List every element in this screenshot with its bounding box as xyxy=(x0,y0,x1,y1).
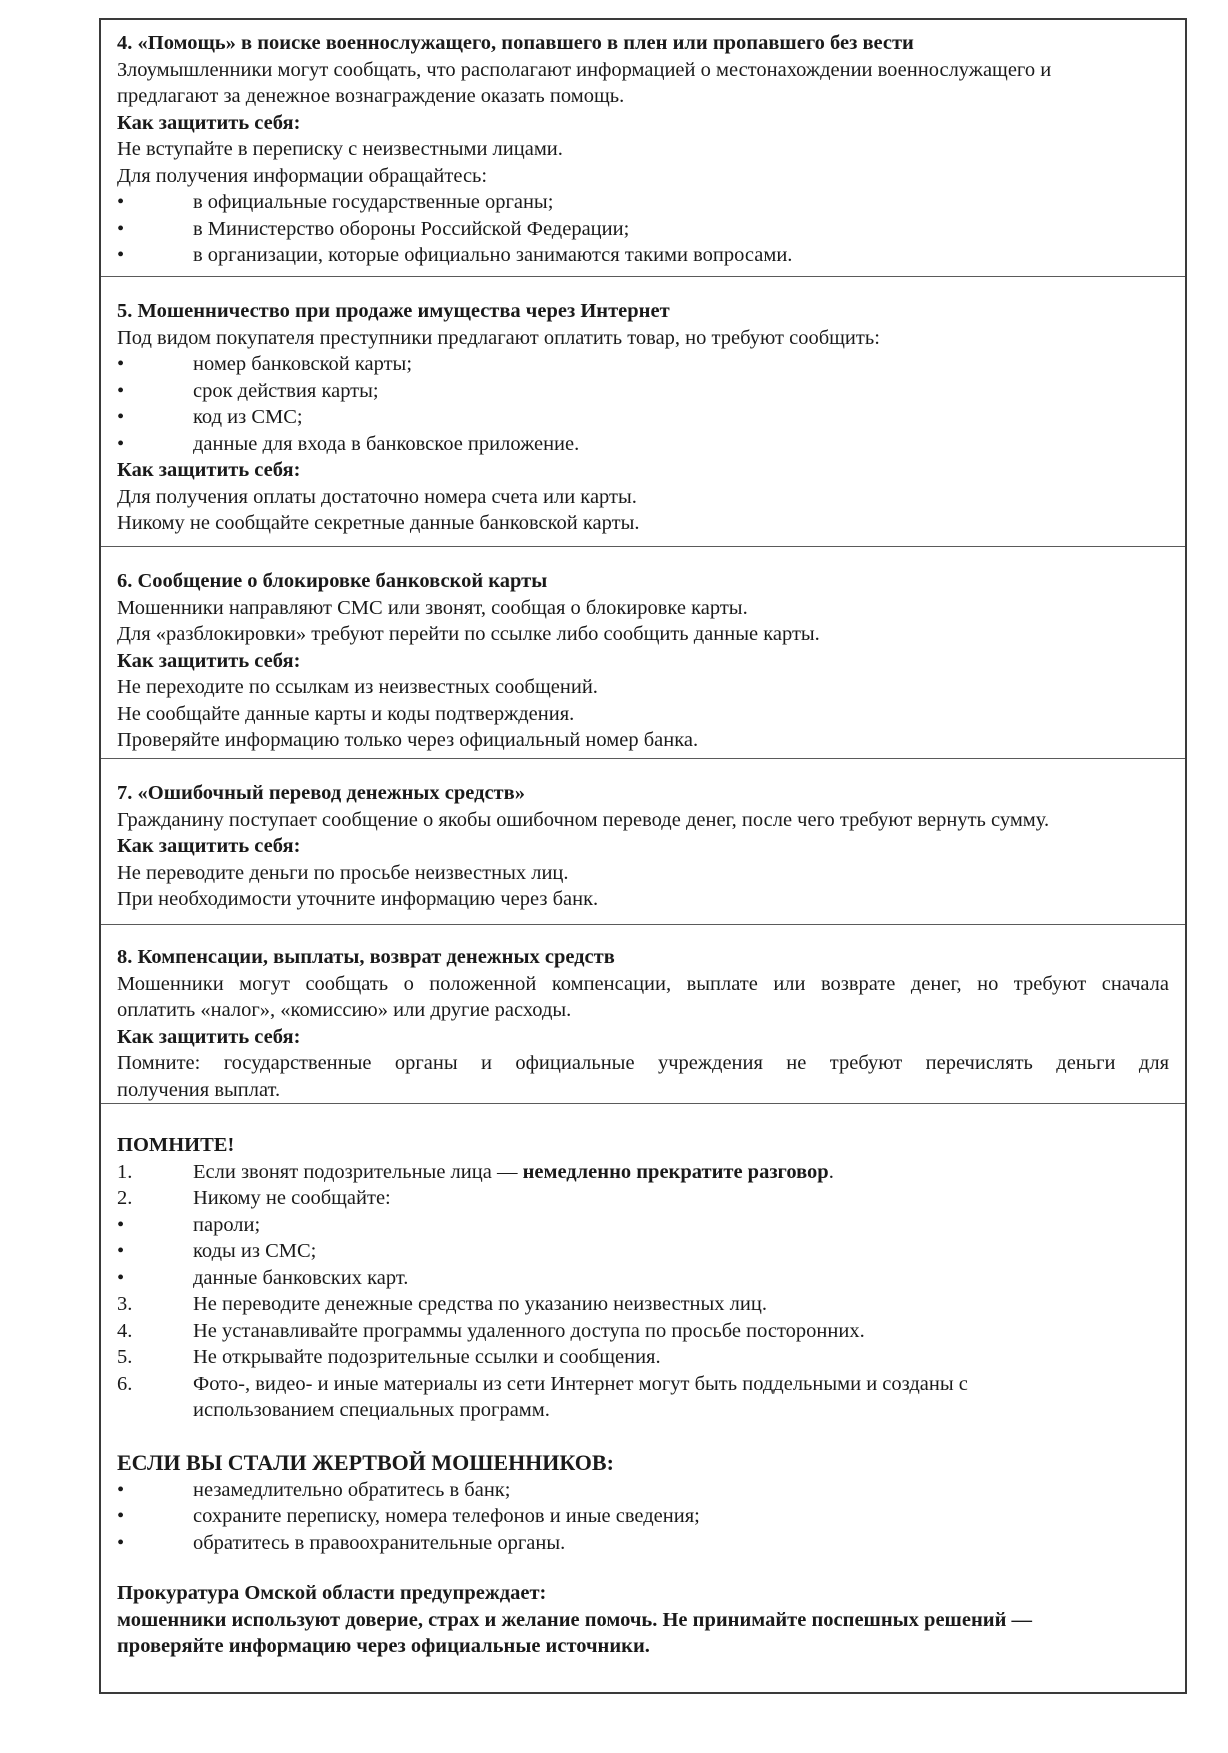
list-number: 3. xyxy=(117,1293,133,1315)
section-5 xyxy=(101,298,1185,537)
bullet-text: номер банковской карты; xyxy=(193,353,413,375)
remember-item-6 xyxy=(117,1371,1169,1398)
bullet-text: коды из СМС; xyxy=(193,1240,317,1262)
section-divider xyxy=(101,546,1185,547)
remember-title: ПОМНИТЕ! xyxy=(117,1134,235,1156)
section-divider xyxy=(101,276,1185,277)
warning-line-3: проверяйте информацию через официальные источники. xyxy=(117,1635,650,1657)
remember-subitem-2 xyxy=(117,1238,1169,1265)
item-text: Не открывайте подозрительные ссылки и сообщения. xyxy=(193,1346,661,1368)
warning-line-1: Прокуратура Омской области предупреждает: xyxy=(117,1582,547,1604)
bullet-text: в организации, которые официально занимаются такими вопросами. xyxy=(193,244,793,266)
section-5-advice-1: Для получения оплаты достаточно номера счета или карты. xyxy=(117,485,637,508)
list-number: 5. xyxy=(117,1346,133,1368)
section-4-text-line-2: предлагают за денежное вознаграждение оказать помощь. xyxy=(117,85,625,107)
bullet-marker: • xyxy=(117,1240,125,1262)
remember-item-3 xyxy=(117,1291,1169,1318)
section-6-advice-1: Не переходите по ссылкам из неизвестных сообщений. xyxy=(117,676,598,698)
section-8-advice-line-1: Помните: государственные органы и официальные учреждения не требуют перечислять деньги для xyxy=(117,1052,1169,1074)
section-6-text-1: Мошенники направляют СМС или звонят, сообщая о блокировке карты. xyxy=(117,596,748,619)
section-8-advice-line-2: получения выплат. xyxy=(117,1078,281,1101)
section-4-text-line-1: Злоумышленники могут сообщать, что располагают информацией о местонахождении военнослужащего и xyxy=(117,58,1052,81)
remember-section xyxy=(101,1132,1185,1424)
section-4-bullet-3 xyxy=(117,242,1169,269)
bullet-text: сохраните переписку, номера телефонов и иные сведения; xyxy=(193,1505,700,1527)
victim-bullet-1 xyxy=(117,1477,1169,1504)
bullet-text: код из СМС; xyxy=(193,406,303,428)
section-4-bullet-2 xyxy=(117,216,1169,243)
warning-line-2: мошенники используют доверие, страх и желание помочь. Не принимайте поспешных решений — xyxy=(117,1608,1033,1631)
item-text: использованием специальных программ. xyxy=(193,1399,550,1421)
list-number: 6. xyxy=(117,1372,133,1395)
section-divider xyxy=(101,924,1185,925)
bullet-text: срок действия карты; xyxy=(193,379,379,402)
bullet-text: пароли; xyxy=(193,1213,261,1236)
section-6-protect-heading: Как защитить себя: xyxy=(117,649,301,672)
section-4-advice-1: Не вступайте в переписку с неизвестными лицами. xyxy=(117,138,563,160)
section-4-bullet-1 xyxy=(117,189,1169,216)
remember-item-5 xyxy=(117,1344,1169,1371)
section-7-advice-1: Не переводите деньги по просьбе неизвестных лиц. xyxy=(117,861,569,884)
item-text: Если звонят подозрительные лица — xyxy=(193,1160,523,1183)
bullet-marker: • xyxy=(117,191,125,213)
victim-title: ЕСЛИ ВЫ СТАЛИ ЖЕРТВОЙ МОШЕННИКОВ: xyxy=(117,1450,614,1475)
bullet-text: данные для входа в банковское приложение. xyxy=(193,432,580,455)
item-emphasis: немедленно прекратите разговор xyxy=(522,1160,829,1183)
list-number: 4. xyxy=(117,1319,133,1342)
bullet-marker: • xyxy=(117,244,125,266)
bullet-text: данные банковских карт. xyxy=(193,1266,409,1289)
section-5-bullet-4 xyxy=(117,431,1169,458)
section-7-advice-2: При необходимости уточните информацию через банк. xyxy=(117,888,599,910)
section-6-advice-2: Не сообщайте данные карты и коды подтверждения. xyxy=(117,702,575,725)
section-5-title: 5. Мошенничество при продаже имущества через Интернет xyxy=(117,300,670,322)
victim-bullet-3 xyxy=(117,1530,1169,1557)
bullet-marker: • xyxy=(117,1266,125,1289)
section-6 xyxy=(101,568,1185,754)
bullet-marker: • xyxy=(117,353,125,375)
section-divider xyxy=(101,758,1185,759)
victim-section xyxy=(101,1450,1185,1556)
section-6-text-2: Для «разблокировки» требуют перейти по ссылке либо сообщить данные карты. xyxy=(117,623,820,645)
bullet-marker: • xyxy=(117,1531,125,1554)
item-text: Никому не сообщайте: xyxy=(193,1187,391,1209)
remember-subitem-3 xyxy=(117,1265,1169,1292)
section-7-protect-heading: Как защитить себя: xyxy=(117,835,301,857)
victim-bullet-2 xyxy=(117,1503,1169,1530)
item-text: Не устанавливайте программы удаленного доступа по просьбе посторонних. xyxy=(193,1319,865,1342)
remember-subitem-1 xyxy=(117,1212,1169,1239)
section-4-protect-heading: Как защитить себя: xyxy=(117,111,301,134)
section-divider xyxy=(101,1103,1185,1104)
section-8-text-line-1: Мошенники могут сообщать о положенной компенсации, выплате или возврате денег, но требуют сначала xyxy=(117,972,1169,995)
bullet-text: в Министерство обороны Российской Федерации; xyxy=(193,217,630,240)
item-text: Фото-, видео- и иные материалы из сети Интернет могут быть поддельными и созданы с xyxy=(193,1372,968,1395)
bullet-marker: • xyxy=(117,1478,125,1501)
remember-item-2 xyxy=(117,1185,1169,1212)
bullet-text: обратитесь в правоохранительные органы. xyxy=(193,1531,566,1554)
list-number: 1. xyxy=(117,1160,133,1183)
bullet-marker: • xyxy=(117,379,125,402)
remember-item-4 xyxy=(117,1318,1169,1345)
section-6-title: 6. Сообщение о блокировке банковской карты xyxy=(117,570,548,592)
section-5-advice-2: Никому не сообщайте секретные данные банковской карты. xyxy=(117,512,640,534)
item-end: . xyxy=(828,1160,834,1183)
item-text: Не переводите денежные средства по указанию неизвестных лиц. xyxy=(193,1293,767,1315)
section-6-advice-3: Проверяйте информацию только через официальный номер банка. xyxy=(117,729,699,751)
bullet-marker: • xyxy=(117,217,125,240)
remember-item-6-continued xyxy=(117,1397,1169,1424)
section-8-text-line-2: оплатить «налог», «комиссию» или другие расходы. xyxy=(117,999,572,1021)
bullet-marker: • xyxy=(117,432,125,455)
section-4-title: 4. «Помощь» в поиске военнослужащего, попавшего в плен или пропавшего без вести xyxy=(117,32,914,54)
document-frame xyxy=(99,18,1187,1694)
warning-section xyxy=(101,1580,1185,1660)
bullet-text: незамедлительно обратитесь в банк; xyxy=(193,1478,511,1501)
section-5-bullet-2 xyxy=(117,378,1169,405)
section-4 xyxy=(101,30,1185,269)
section-8-title: 8. Компенсации, выплаты, возврат денежных средств xyxy=(117,946,615,968)
section-8-protect-heading: Как защитить себя: xyxy=(117,1025,301,1048)
section-4-advice-2: Для получения информации обращайтесь: xyxy=(117,164,488,187)
remember-item-1 xyxy=(117,1159,1169,1186)
bullet-marker: • xyxy=(117,1505,125,1527)
bullet-marker: • xyxy=(117,406,125,428)
bullet-text: в официальные государственные органы; xyxy=(193,191,554,213)
section-5-bullet-1 xyxy=(117,351,1169,378)
section-7-title: 7. «Ошибочный перевод денежных средств» xyxy=(117,782,525,804)
list-number: 2. xyxy=(117,1187,133,1209)
section-5-text: Под видом покупателя преступники предлагают оплатить товар, но требуют сообщить: xyxy=(117,326,880,349)
section-5-bullet-3 xyxy=(117,404,1169,431)
section-7 xyxy=(101,780,1185,913)
section-8 xyxy=(101,944,1185,1103)
bullet-marker: • xyxy=(117,1213,125,1236)
section-5-protect-heading: Как защитить себя: xyxy=(117,459,301,481)
section-7-text: Гражданину поступает сообщение о якобы ошибочном переводе денег, после чего требуют вернуть сумму. xyxy=(117,808,1050,831)
